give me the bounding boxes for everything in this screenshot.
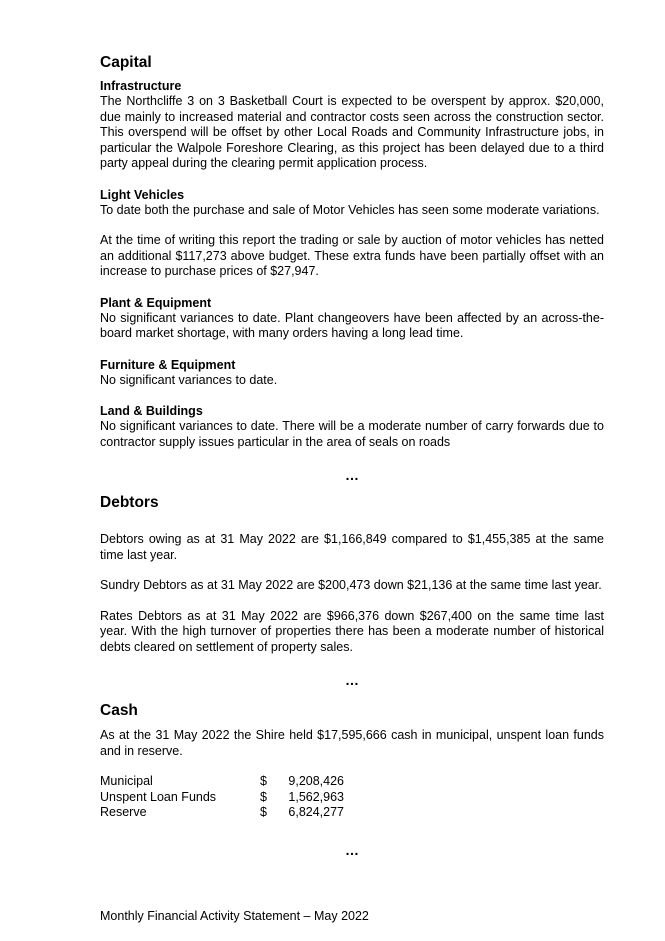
cash-amount: 1,562,963 <box>288 789 344 804</box>
furniture-equipment-text: No significant variances to date. <box>100 372 278 387</box>
section-separator: … <box>345 672 359 688</box>
cash-amount: 9,208,426 <box>288 774 344 788</box>
page-footer: Monthly Financial Activity Statement – May 2022 <box>100 909 369 923</box>
section-separator: … <box>345 467 359 483</box>
cash-label: Reserve <box>100 805 147 819</box>
furniture-equipment-heading: Furniture & Equipment <box>100 357 236 372</box>
debtors-paragraph-2: Sundry Debtors as at 31 May 2022 are $200,473 down $21,136 at the same time last year. <box>100 578 602 592</box>
cash-title: Cash <box>100 702 138 719</box>
section-separator: … <box>345 841 359 858</box>
land-buildings-text: No significant variances to date. There will be a moderate number of carry forwards due to contractor supply issues particular in the area of seals on roads <box>100 419 604 449</box>
cash-label: Unspent Loan Funds <box>100 789 217 804</box>
plant-equipment-text: No significant variances to date. Plant changeovers have been affected by an across-the-board market shortage, with many orders having a long lead time. <box>100 310 604 340</box>
table-row <box>100 774 344 790</box>
debtors-paragraph-1: Debtors owing as at 31 May 2022 are $1,166,849 compared to $1,455,385 at the same time last year. <box>100 532 604 562</box>
debtors-paragraph-3: Rates Debtors as at 31 May 2022 are $966,376 down $267,400 on the same time last year. With the high turnover of properties there has been a moderate number of historical debts cleared on settlement of property sales. <box>100 608 604 654</box>
plant-equipment-heading: Plant & Equipment <box>100 295 212 310</box>
light-vehicles-heading: Light Vehicles <box>100 187 185 202</box>
cash-label: Municipal <box>100 774 153 788</box>
infrastructure-heading: Infrastructure <box>100 79 182 93</box>
land-buildings-heading: Land & Buildings <box>100 404 203 418</box>
light-vehicles-text-2: At the time of writing this report the trading or sale by auction of motor vehicles has netted an additional $117,273 above budget. These extra funds have been partially offset with an increase to purchase prices of $27,947. <box>100 233 604 278</box>
capital-title: Capital <box>100 54 152 71</box>
cash-intro: As at the 31 May 2022 the Shire held $17,595,666 cash in municipal, unspent loan funds and in reserve. <box>100 728 604 758</box>
cash-amount: 6,824,277 <box>288 805 344 819</box>
cash-currency: $ <box>260 805 267 819</box>
light-vehicles-text-1: To date both the purchase and sale of Motor Vehicles has seen some moderate variations. <box>100 202 600 217</box>
cash-table <box>100 774 344 821</box>
cash-currency: $ <box>260 774 267 788</box>
cash-currency: $ <box>260 789 267 804</box>
table-row <box>100 790 344 806</box>
infrastructure-text: The Northcliffe 3 on 3 Basketball Court is expected to be overspent by approx. $20,000, due mainly to increased material and contractor costs seen across the construction sector. This overspend will be offset by other Local Roads and Community Infrastructure jobs, in particular the Walpole Foreshore Clearing, as this project has been delayed due to a third party appeal during the clearing permit application process. <box>100 94 604 170</box>
table-row <box>100 805 344 821</box>
debtors-title: Debtors <box>100 494 159 511</box>
page-content <box>100 52 604 857</box>
